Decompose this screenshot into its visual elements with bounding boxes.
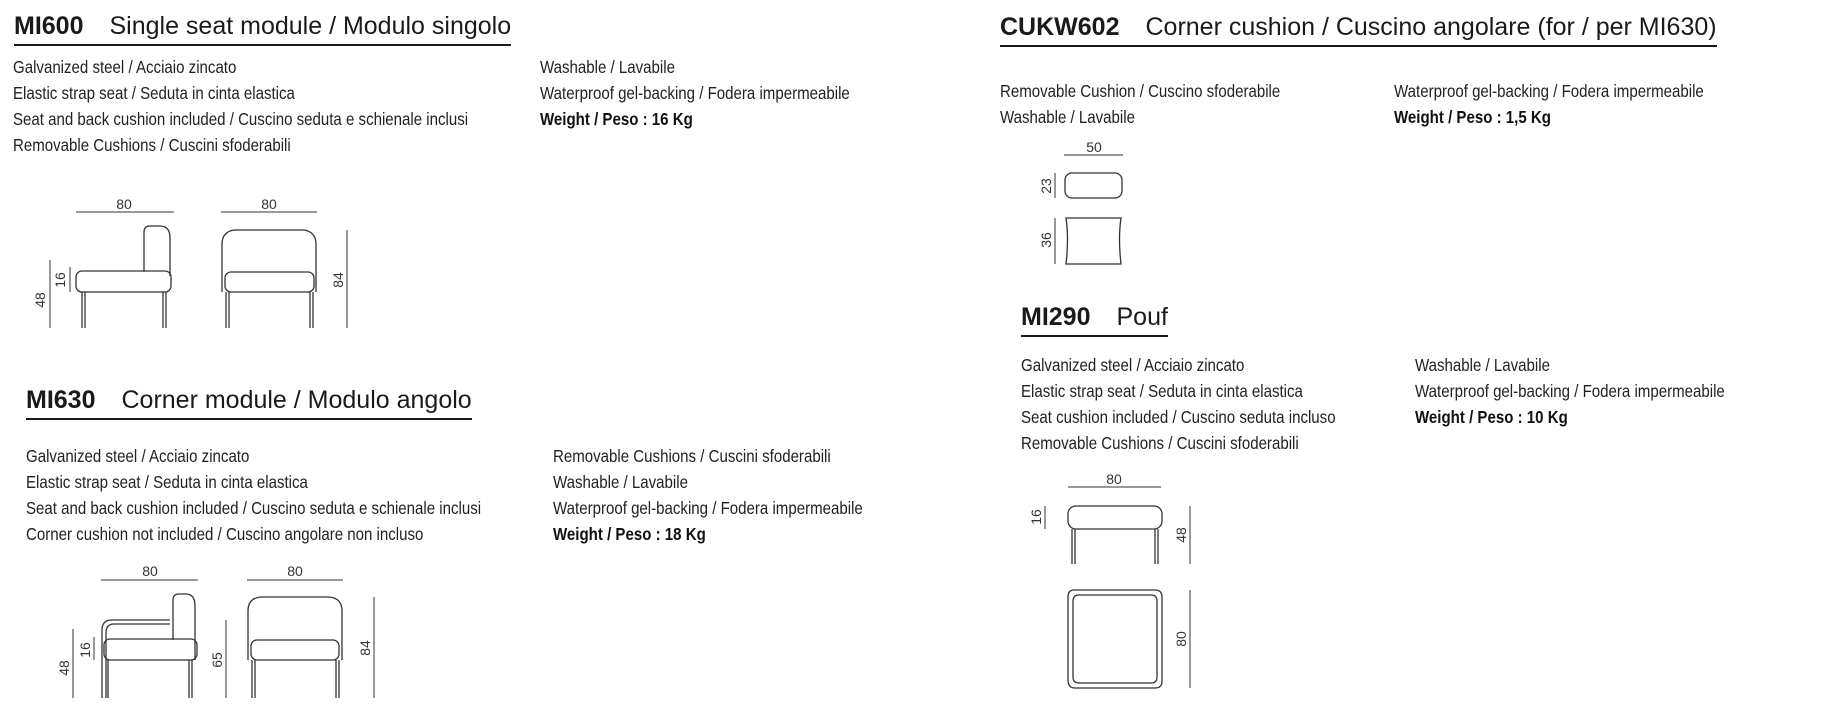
mi630-side-drawing [56, 563, 226, 698]
dim-label: 16 [1028, 509, 1044, 525]
mi630-weight: Weight / Peso : 18 Kg [553, 524, 706, 544]
mi290-name: Pouf [1116, 303, 1168, 331]
spec-line: Removable Cushion / Cuscino sfoderabile [1000, 81, 1281, 101]
spec-line: Elastic strap seat / Seduta in cinta elastica [13, 83, 295, 103]
spec-line: Elastic strap seat / Seduta in cinta elastica [1021, 381, 1303, 401]
spec-line: Seat and back cushion included / Cuscino seduta e schienale inclusi [26, 498, 482, 518]
mi630-front-drawing [247, 563, 374, 698]
mi290-drawing [1028, 471, 1190, 688]
cukw602-weight: Weight / Peso : 1,5 Kg [1394, 107, 1551, 127]
spec-line: Washable / Lavabile [1415, 355, 1550, 375]
dim-label: 80 [116, 196, 132, 212]
spec-line: Washable / Lavabile [553, 472, 688, 492]
mi600-side-drawing [32, 196, 174, 328]
dim-label: 80 [287, 563, 303, 579]
dim-label: 80 [1173, 631, 1189, 647]
cukw602-drawing [1038, 139, 1123, 264]
spec-line: Waterproof gel-backing / Fodera impermeabile [553, 498, 863, 518]
spec-line: Galvanized steel / Acciaio zincato [26, 446, 250, 466]
mi290-code: MI290 [1021, 303, 1091, 331]
spec-line: Corner cushion not included / Cuscino angolare non incluso [26, 524, 424, 544]
cukw602-name: Corner cushion / Cuscino angolare (for / per MI630) [1145, 13, 1717, 41]
dim-label: 16 [52, 272, 68, 288]
mi600-weight: Weight / Peso : 16 Kg [540, 109, 693, 129]
dim-label: 65 [209, 652, 225, 668]
mi630-code: MI630 [26, 386, 96, 414]
dim-label: 80 [261, 196, 277, 212]
dim-label: 80 [142, 563, 158, 579]
spec-line: Washable / Lavabile [1000, 107, 1135, 127]
mi600-front-drawing [221, 196, 347, 328]
mi630-name: Corner module / Modulo angolo [121, 386, 472, 414]
spec-line: Seat cushion included / Cuscino seduta incluso [1021, 407, 1336, 427]
dim-label: 50 [1086, 139, 1102, 155]
dim-label: 84 [357, 640, 373, 656]
mi290-weight: Weight / Peso : 10 Kg [1415, 407, 1568, 427]
dim-label: 36 [1038, 232, 1054, 248]
dim-label: 84 [330, 272, 346, 288]
spec-line: Seat and back cushion included / Cuscino seduta e schienale inclusi [13, 109, 469, 129]
spec-line: Waterproof gel-backing / Fodera impermeabile [1415, 381, 1725, 401]
dim-label: 48 [1173, 527, 1189, 543]
spec-line: Elastic strap seat / Seduta in cinta elastica [26, 472, 308, 492]
dim-label: 23 [1038, 178, 1054, 194]
mi600-code: MI600 [14, 12, 84, 40]
spec-line: Washable / Lavabile [540, 57, 675, 77]
spec-line: Removable Cushions / Cuscini sfoderabili [553, 446, 831, 466]
spec-line: Removable Cushions / Cuscini sfoderabili [13, 135, 291, 155]
dim-label: 16 [77, 642, 93, 658]
spec-line: Waterproof gel-backing / Fodera impermeabile [540, 83, 850, 103]
dim-label: 48 [32, 292, 48, 308]
spec-line: Removable Cushions / Cuscini sfoderabili [1021, 433, 1299, 453]
spec-line: Galvanized steel / Acciaio zincato [13, 57, 237, 77]
spec-line: Waterproof gel-backing / Fodera impermeabile [1394, 81, 1704, 101]
spec-line: Galvanized steel / Acciaio zincato [1021, 355, 1245, 375]
dim-label: 48 [56, 660, 72, 676]
mi600-name: Single seat module / Modulo singolo [109, 12, 512, 40]
cukw602-code: CUKW602 [1000, 13, 1120, 41]
dim-label: 80 [1106, 471, 1122, 487]
